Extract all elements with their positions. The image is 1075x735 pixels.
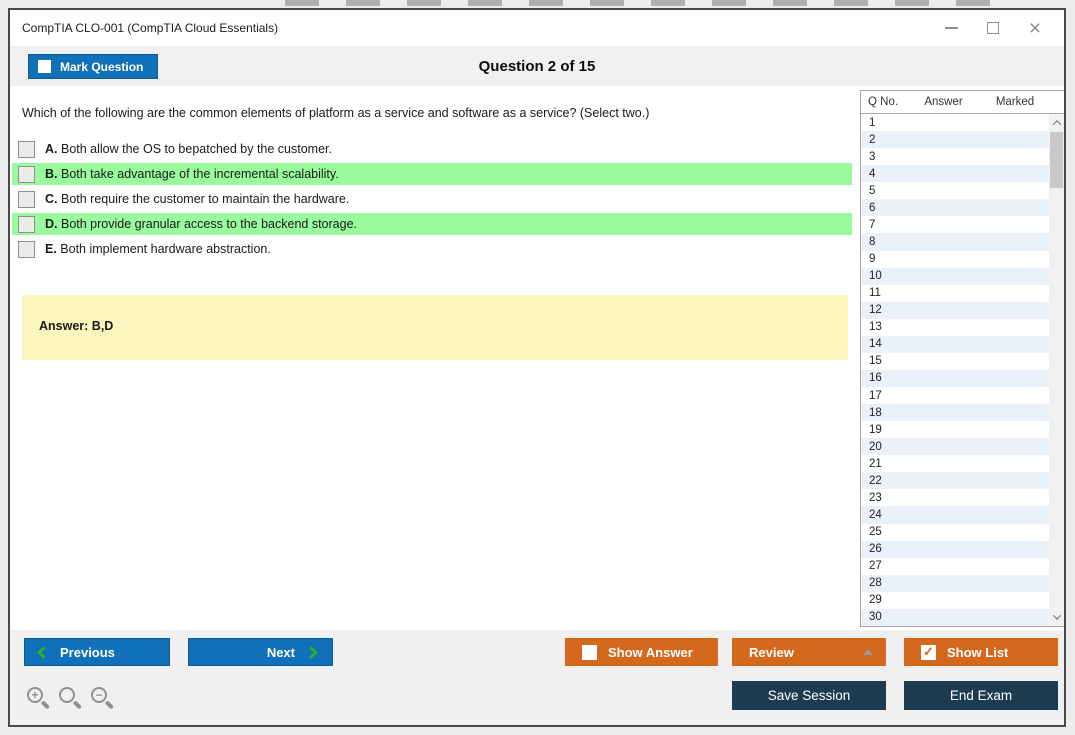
zoom-out-icon[interactable]	[90, 686, 115, 711]
title-bar	[10, 10, 1064, 46]
question-number: 2	[869, 133, 876, 146]
question-list-row[interactable]	[861, 541, 1049, 558]
next-button[interactable]	[188, 638, 333, 666]
question-list-row[interactable]	[861, 438, 1049, 455]
answer-label: Answer: B,D	[39, 319, 114, 333]
option-checkbox[interactable]	[18, 216, 35, 233]
question-list-row[interactable]	[861, 233, 1049, 250]
question-list-row[interactable]	[861, 524, 1049, 541]
question-list-row[interactable]	[861, 609, 1049, 626]
show-answer-label: Show Answer	[608, 644, 693, 660]
question-list-panel	[860, 90, 1064, 627]
answer-option-d[interactable]	[12, 213, 852, 235]
question-number: 9	[869, 253, 876, 266]
review-label: Review	[749, 644, 794, 660]
question-list-row[interactable]	[861, 387, 1049, 404]
question-list-row[interactable]	[861, 199, 1049, 216]
question-number: 8	[869, 235, 876, 248]
question-list-row[interactable]	[861, 216, 1049, 233]
question-list-scrollbar[interactable]	[1049, 114, 1064, 626]
show-list-button[interactable]	[904, 638, 1058, 666]
option-text: D. Both provide granular access to the backend storage.	[45, 217, 357, 231]
question-number: 29	[869, 594, 882, 607]
question-list-row[interactable]	[861, 353, 1049, 370]
question-list-row[interactable]	[861, 370, 1049, 387]
question-list-row[interactable]	[861, 182, 1049, 199]
question-number: 19	[869, 423, 882, 436]
question-list-row[interactable]	[861, 319, 1049, 336]
show-list-checkbox[interactable]: ✓	[921, 645, 936, 660]
answer-option-a[interactable]	[12, 138, 852, 160]
question-number: 22	[869, 474, 882, 487]
show-answer-button[interactable]	[565, 638, 718, 666]
end-exam-label: End Exam	[949, 688, 1013, 703]
chevron-up-icon	[1052, 120, 1060, 128]
zoom-in-icon[interactable]	[26, 686, 51, 711]
answer-option-e[interactable]	[12, 238, 852, 260]
option-text: E. Both implement hardware abstraction.	[45, 242, 271, 256]
background-artifact	[285, 0, 1010, 6]
chevron-right-icon	[305, 646, 318, 659]
scroll-down-button[interactable]	[1049, 609, 1064, 625]
save-session-label: Save Session	[767, 688, 851, 703]
next-label: Next	[266, 644, 295, 660]
question-number: 7	[869, 218, 876, 231]
review-button[interactable]	[732, 638, 886, 666]
question-number: 5	[869, 184, 876, 197]
chevron-left-icon	[37, 646, 50, 659]
question-number: 18	[869, 406, 882, 419]
footer-bar	[10, 630, 1064, 725]
question-list-row[interactable]	[861, 455, 1049, 472]
question-list-row[interactable]	[861, 421, 1049, 438]
option-checkbox[interactable]	[18, 166, 35, 183]
close-icon: ×	[1028, 16, 1042, 40]
option-checkbox[interactable]	[18, 191, 35, 208]
question-number: 21	[869, 457, 882, 470]
option-text: C. Both require the customer to maintain the hardware.	[45, 192, 350, 206]
option-text: B. Both take advantage of the incremental scalability.	[45, 167, 339, 181]
question-list-row[interactable]	[861, 268, 1049, 285]
app-window	[8, 8, 1066, 727]
lens-shape	[59, 687, 75, 703]
question-area	[10, 86, 1064, 630]
question-number: 23	[869, 491, 882, 504]
scrollbar-thumb[interactable]	[1050, 132, 1063, 188]
question-list-row[interactable]	[861, 131, 1049, 148]
close-button[interactable]	[1014, 13, 1056, 43]
question-list-row[interactable]	[861, 489, 1049, 506]
answer-option-c[interactable]	[12, 188, 852, 210]
answer-option-b[interactable]	[12, 163, 852, 185]
question-number: 25	[869, 526, 882, 539]
question-counter: Question 2 of 15	[478, 57, 596, 75]
maximize-icon	[987, 22, 999, 34]
minimize-icon	[945, 27, 958, 29]
question-list-row[interactable]	[861, 302, 1049, 319]
previous-button[interactable]	[24, 638, 170, 666]
mark-question-label: Mark Question	[60, 59, 144, 74]
question-list-row[interactable]	[861, 251, 1049, 268]
option-checkbox[interactable]	[18, 141, 35, 158]
minimize-button[interactable]	[930, 13, 972, 43]
column-answer: Answer	[924, 96, 963, 108]
question-number: 10	[869, 270, 882, 283]
chevron-down-icon	[1052, 611, 1060, 619]
question-number: 17	[869, 389, 882, 402]
question-list-body	[861, 114, 1064, 626]
question-number: 15	[869, 355, 882, 368]
question-list-row[interactable]	[861, 336, 1049, 353]
question-list-row[interactable]	[861, 404, 1049, 421]
window-title: CompTIA CLO-001 (CompTIA Cloud Essentials)	[22, 21, 279, 35]
minus-sign: −	[95, 688, 103, 702]
question-number: 6	[869, 201, 876, 214]
question-list-row[interactable]	[861, 506, 1049, 523]
question-number: 14	[869, 338, 882, 351]
question-list-row[interactable]	[861, 148, 1049, 165]
answer-box	[22, 295, 848, 360]
option-checkbox[interactable]	[18, 241, 35, 258]
question-list-row[interactable]	[861, 285, 1049, 302]
option-text: A. Both allow the OS to bepatched by the customer.	[45, 142, 332, 156]
question-number: 1	[869, 116, 876, 129]
question-number: 20	[869, 440, 882, 453]
question-text: Which of the following are the common elements of platform as a service and software as a service? (Select two.)	[22, 106, 650, 120]
plus-sign: +	[31, 688, 39, 702]
show-list-label: Show List	[947, 644, 1009, 660]
question-number: 24	[869, 508, 882, 521]
previous-label: Previous	[60, 644, 115, 660]
end-exam-button[interactable]	[904, 681, 1058, 710]
save-session-button[interactable]	[732, 681, 886, 710]
handle-shape	[73, 700, 82, 709]
maximize-button[interactable]	[972, 13, 1014, 43]
question-list-row[interactable]	[861, 165, 1049, 182]
zoom-reset-icon[interactable]	[58, 686, 83, 711]
show-answer-checkbox[interactable]	[582, 645, 597, 660]
question-number: 30	[869, 611, 882, 624]
mark-question-checkbox[interactable]	[38, 60, 51, 73]
question-number: 3	[869, 150, 876, 163]
column-qno: Q No.	[868, 96, 899, 108]
question-number: 12	[869, 304, 882, 317]
question-list-row[interactable]	[861, 575, 1049, 592]
zoom-toolbar	[26, 686, 115, 711]
question-number: 11	[869, 287, 881, 300]
question-number: 4	[869, 167, 876, 180]
window-controls	[930, 10, 1056, 46]
question-list-row[interactable]	[861, 558, 1049, 575]
question-number: 27	[869, 560, 882, 573]
options-list	[10, 138, 852, 263]
header-bar	[10, 46, 1064, 86]
question-list-row[interactable]	[861, 592, 1049, 609]
question-list-row[interactable]	[861, 472, 1049, 489]
column-marked: Marked	[995, 96, 1035, 108]
scroll-up-button[interactable]	[1049, 115, 1064, 131]
question-list-header	[861, 91, 1064, 114]
question-number: 13	[869, 321, 882, 334]
question-number: 26	[869, 543, 882, 556]
mark-question-button[interactable]	[28, 54, 158, 79]
question-number: 16	[869, 372, 882, 385]
caret-up-icon	[863, 649, 873, 655]
question-list-row[interactable]	[861, 114, 1049, 131]
question-number: 28	[869, 577, 882, 590]
